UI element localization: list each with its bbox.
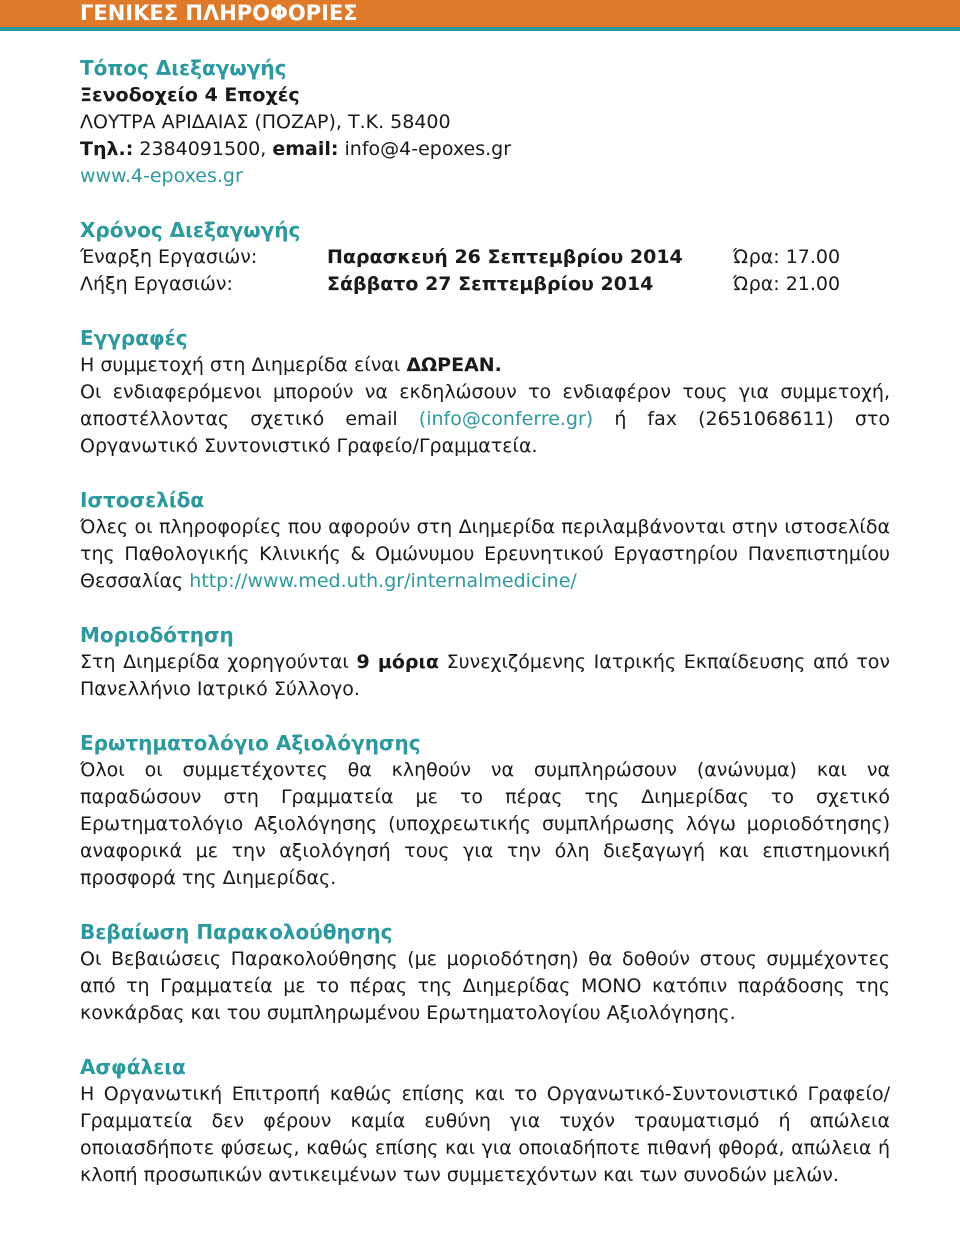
questionnaire-heading: Ερωτηματολόγιο Αξιολόγησης: [80, 731, 421, 755]
end-date: Σάββατο 27 Σεπτεμβρίου 2014: [327, 273, 654, 295]
registration-free-text: Η συμμετοχή στη Διημερίδα είναι: [80, 354, 407, 376]
website-section: [80, 487, 890, 595]
credits-heading: Μοριοδότηση: [80, 623, 234, 647]
questionnaire-text: Όλοι οι συμμετέχοντες θα κληθούν να συμπληρώσουν (ανώνυμα) και να παραδώσουν στη Γραμματεία με το πέρας της Διημερίδας το σχετικό Ερωτηματολόγιο Αξιολόγησης (υποχρεωτικής συμπλήρωσης λόγω μοριοδότησης) αναφορικά με την αξιολόγησή τους για την όλη διεξαγωγή και επιστημονική προσφορά της Διημερίδας.: [80, 759, 890, 889]
start-date: Παρασκευή 26 Σεπτεμβρίου 2014: [327, 246, 683, 268]
registration-details: [80, 379, 890, 460]
credits-bold: 9 μόρια: [356, 651, 439, 673]
attendance-section: [80, 919, 890, 1027]
registration-details-after: ή fax (2651068611) στο Οργανωτικό Συντονιστικό Γραφείο/Γραμματεία.: [80, 408, 890, 457]
insurance-text: Η Οργανωτική Επιτροπή καθώς επίσης και το Οργανωτικό-Συντονιστικό Γραφείο/Γραμματεία δεν φέρουν καμία ευθύνη για τυχόν τραυματισμό ή απώλεια οποιασδήποτε φύσεως, καθώς επίσης και για οποιαδήποτε πιθανή φθορά, απώλεια ή κλοπή προσωπικών αντικειμένων των συμμετεχόντων και των συνοδών μελών.: [80, 1083, 890, 1186]
registration-details-text: Οι ενδιαφερόμενοι μπορούν να εκδηλώσουν το ενδιαφέρον τους για συμμετοχή, αποστέλλοντας σχετικό email: [80, 381, 890, 430]
end-row: [80, 271, 890, 298]
credits-section: [80, 622, 890, 703]
insurance-heading: Ασφάλεια: [80, 1055, 186, 1079]
attendance-text: Οι Βεβαιώσεις Παρακολούθησης (με μοριοδότηση) θα δοθούν στους συμμέχοντες από τη Γραμματεία με το πέρας της Διημερίδας ΜΟΝΟ κατόπιν παράδοσης της κονκάρδας και του συμπληρωμένου Ερωτηματολογίου Αξιολόγησης.: [80, 948, 890, 1024]
website-body: Όλες οι πληροφορίες που αφορούν στη Διημερίδα περιλαμβάνονται στην ιστοσελίδα της Παθολογικής Κλινικής & Ομώνυμου Ερευνητικού Εργαστηρίου Πανεπιστημίου Θεσσαλίας: [80, 516, 890, 592]
header-bar: [0, 0, 960, 31]
registration-free: [80, 352, 890, 379]
registration-section: [80, 325, 890, 460]
page-title: ΓΕΝΙΚΕΣ ΠΛΗΡΟΦΟΡΙΕΣ: [80, 1, 358, 25]
registration-email-link[interactable]: (info@conferre.gr): [418, 408, 594, 430]
venue-hotel: Ξενοδοχείο 4 Εποχές: [80, 84, 300, 106]
end-hour: Ώρα: 21.00: [733, 273, 841, 295]
website-heading: Ιστοσελίδα: [80, 488, 205, 512]
start-row: [80, 244, 890, 271]
venue-website-link[interactable]: www.4-epoxes.gr: [80, 165, 243, 187]
credits-before: Στη Διημερίδα χορηγούνται: [80, 651, 357, 673]
venue-section: [80, 55, 890, 190]
end-label: Λήξη Εργασιών:: [80, 273, 233, 295]
questionnaire-section: [80, 730, 890, 892]
venue-contact: [80, 136, 890, 163]
registration-heading: Εγγραφές: [80, 326, 188, 350]
credits-after: Συνεχιζόμενης Ιατρικής Εκπαίδευσης από τον Πανελλήνιο Ιατρικό Σύλλογο.: [80, 651, 890, 700]
website-text: [80, 514, 890, 595]
tel-label: Τηλ.:: [80, 138, 134, 160]
time-heading: Χρόνος Διεξαγωγής: [80, 218, 301, 242]
info-content: [80, 55, 890, 1189]
attendance-heading: Βεβαίωση Παρακολούθησης: [80, 920, 393, 944]
tel-value: 2384091500,: [133, 138, 273, 160]
time-section: [80, 217, 890, 298]
registration-free-bold: ΔΩΡΕΑΝ.: [406, 354, 502, 376]
start-hour: Ώρα: 17.00: [733, 246, 841, 268]
venue-address: ΛΟΥΤΡΑ ΑΡΙΔΑΙΑΣ (ΠΟΖΑΡ), Τ.Κ. 58400: [80, 111, 451, 133]
venue-heading: Τόπος Διεξαγωγής: [80, 56, 287, 80]
start-label: Έναρξη Εργασιών:: [80, 246, 258, 268]
credits-text: [80, 649, 890, 703]
email-label: email:: [272, 138, 339, 160]
email-value[interactable]: info@4-epoxes.gr: [338, 138, 512, 160]
insurance-section: [80, 1054, 890, 1189]
website-link[interactable]: http://www.med.uth.gr/internalmedicine/: [189, 570, 577, 592]
